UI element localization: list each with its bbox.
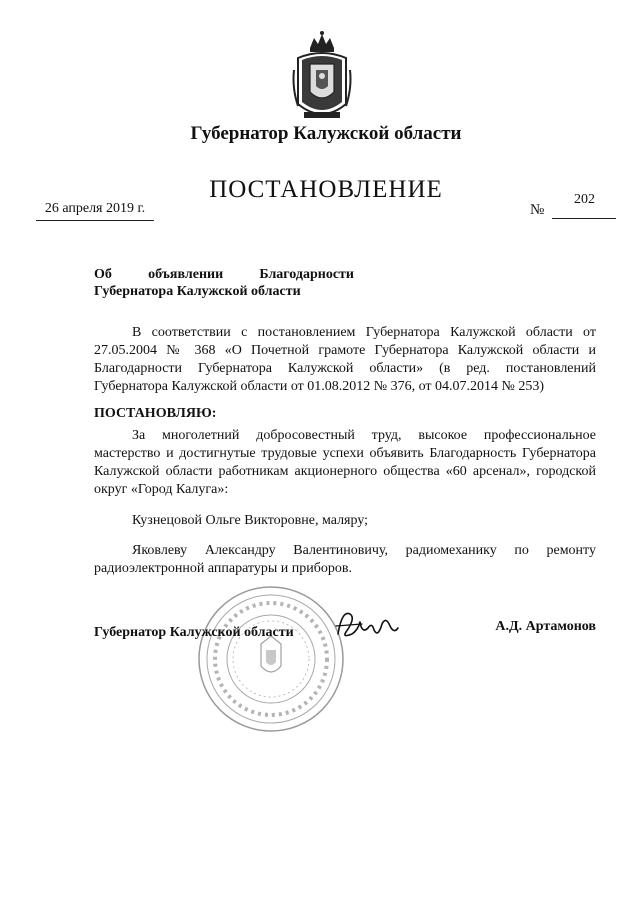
document-number-field (530, 192, 616, 220)
document-type-heading: ПОСТАНОВЛЕНИЕ (209, 176, 443, 203)
signatory-name: А.Д. Артамонов (495, 619, 596, 634)
paragraph-award-reason: За многолетний добросовестный труд, высокое профессиональное мастерство и достигнутые трудовые успехи объявить Благодарность Губернатора Калужской области работникам акционерного общества «60 арсенал», городской округ «Город Калуга»: (94, 428, 596, 497)
document-date: 26 апреля 2019 г. (36, 201, 154, 221)
signatory-position: Губернатор Калужской области (94, 625, 294, 640)
official-round-seal (196, 584, 346, 734)
number-sign: № (530, 202, 545, 218)
organization-title: Губернатор Калужской области (190, 123, 462, 144)
paragraph-decree-word: ПОСТАНОВЛЯЮ: (94, 406, 217, 421)
paragraph-recipient-1: Кузнецовой Ольге Викторовне, маляру; (132, 513, 369, 528)
document-subject (94, 266, 354, 300)
handwritten-signature (332, 604, 402, 648)
paragraph-legal-basis: В соответствии с постановлением Губернатора Калужской области от 27.05.2004 № 368 «О Почетной грамоте Губернатора Калужской области и Благодарности Губернатора Калужской области» (в ред. постановлений Губернатора Калужской области от 01.08.2012 № 376, от 04.07.2014 № 253) (94, 325, 596, 394)
number-underline (552, 218, 616, 219)
subject-line-2: Губернатора Калужской области (94, 284, 301, 299)
coat-of-arms-emblem (290, 30, 354, 126)
document-number: 202 (574, 192, 595, 207)
paragraph-recipient-2: Яковлеву Александру Валентиновичу, радиомеханику по ремонту радиоэлектронной аппаратуры и приборов. (94, 543, 596, 576)
subject-line-1: Об объявлении Благодарности (94, 267, 354, 282)
